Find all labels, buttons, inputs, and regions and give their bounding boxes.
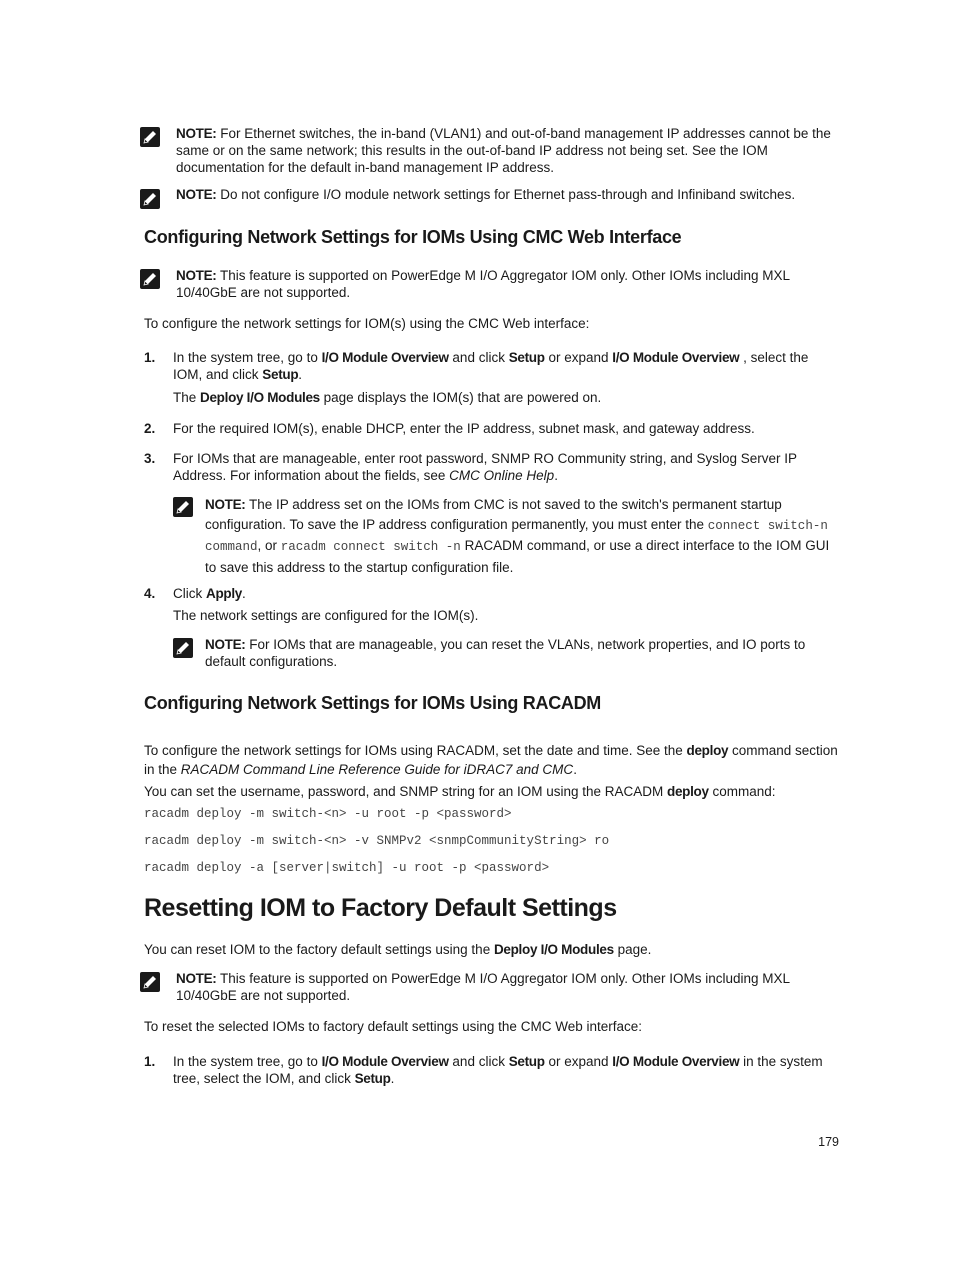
section-heading-reset-iom: Resetting IOM to Factory Default Settings [144,894,617,922]
step-number: 1. [144,350,156,365]
section2-intro: To configure the network settings for IOMs using RACADM, set the date and time. See the deploy command section in the RACADM Command Line Reference Guide for iDRAC7 and CMC. [144,743,838,777]
section3-reset-intro: To reset the selected IOMs to factory default settings using the CMC Web interface: [144,1019,642,1034]
note-pencil-icon [173,497,193,517]
step-number: 4. [144,586,156,601]
step-4-result: The network settings are configured for the IOM(s). [173,608,479,623]
note-aggregator-only: NOTE: This feature is supported on PowerEdge M I/O Aggregator IOM only. Other IOMs including MXL 10/40GbE are not supported. [176,268,790,300]
section2-deploy-text: You can set the username, password, and SNMP string for an IOM using the RACADM deploy command: [144,784,776,799]
page-number: 179 [818,1135,839,1149]
note-pencil-icon [140,189,160,209]
code-deploy-user: racadm deploy -m switch-<n> -u root -p <password> [144,807,512,821]
step-2-text: For the required IOM(s), enable DHCP, enter the IP address, subnet mask, and gateway address. [173,421,755,436]
step-4-text: Click Apply. [173,586,246,601]
step-number: 3. [144,451,156,466]
note-pencil-icon [173,638,193,658]
section3-intro: You can reset IOM to the factory default settings using the Deploy I/O Modules page. [144,942,652,957]
note-aggregator-only-2: NOTE: This feature is supported on PowerEdge M I/O Aggregator IOM only. Other IOMs including MXL 10/40GbE are not supported. [176,971,790,1003]
step-1-text: In the system tree, go to I/O Module Overview and click Setup or expand I/O Module Overview , select the IOM, and click Setup. [173,350,809,382]
code-deploy-snmp: racadm deploy -m switch-<n> -v SNMPv2 <snmpCommunityString> ro [144,834,610,848]
note-pass-through: NOTE: Do not configure I/O module network settings for Ethernet pass-through and Infiniband switches. [176,187,796,202]
note-pencil-icon [140,972,160,992]
reset-step-1-text: In the system tree, go to I/O Module Overview and click Setup or expand I/O Module Overview in the system tree, select the IOM, and click Setup. [173,1054,823,1086]
step-number: 1. [144,1054,156,1069]
note-ethernet-switches: NOTE: For Ethernet switches, the in-band (VLAN1) and out-of-band management IP addresses cannot be the same or on the same network; this results in the out-of-band IP address not being set. See the IOM documentation for the default in-band management IP address. [176,126,831,175]
step-number: 2. [144,421,156,436]
section-heading-racadm: Configuring Network Settings for IOMs Using RACADM [144,693,601,713]
code-deploy-all: racadm deploy -a [server|switch] -u root -p <password> [144,861,550,875]
section1-intro: To configure the network settings for IOM(s) using the CMC Web interface: [144,316,590,331]
step-3-text: For IOMs that are manageable, enter root password, SNMP RO Community string, and Syslog Server IP Address. For information about the fields, see CMC Online Help. [173,451,797,483]
step-1-result: The Deploy I/O Modules page displays the IOM(s) that are powered on. [173,390,602,405]
note-reset-vlans: NOTE: For IOMs that are manageable, you can reset the VLANs, network properties, and IO ports to default configurations. [205,637,806,669]
section-heading-cmc-web: Configuring Network Settings for IOMs Using CMC Web Interface [144,227,682,247]
note-startup-config: NOTE: The IP address set on the IOMs from CMC is not saved to the switch's permanent startup configuration. To save the IP address configuration permanently, you must enter the connect switch-n command, or racadm connect switch -n RACADM command, or use a direct interface to the IOM GUI to save this address to the startup configuration file. [205,497,830,575]
note-pencil-icon [140,127,160,147]
note-pencil-icon [140,269,160,289]
